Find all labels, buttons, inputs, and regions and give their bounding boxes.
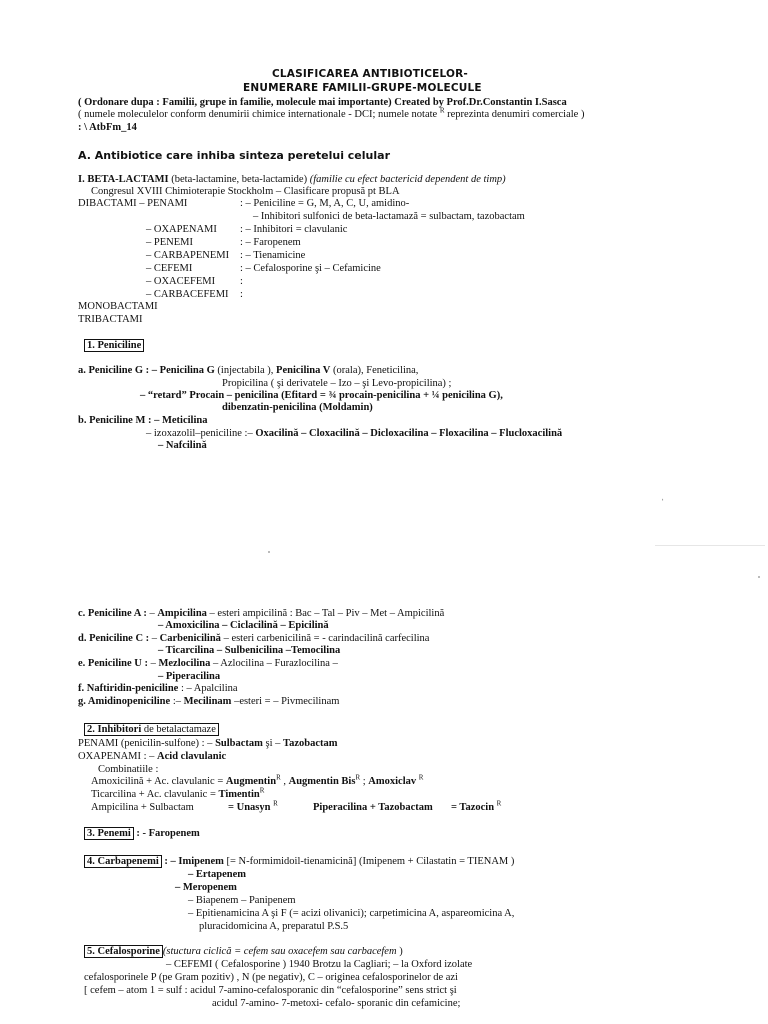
class-row-penemi-left: – PENEMI	[146, 237, 193, 248]
oxapenami-line: OXAPENAMI : – Acid clavulanic	[78, 751, 227, 762]
amidinopeniciline-line: g. Amidinopeniciline :– Mecilinam –esteri = – Pivmecilinam	[78, 696, 340, 707]
class-row-carbapenemi-left: – CARBAPENEMI	[146, 250, 230, 261]
scan-speck	[758, 576, 760, 578]
ertapenem: – Ertapenem	[188, 869, 247, 880]
section-1-peniciline-box: 1. Peniciline	[84, 339, 144, 352]
naftiridin-line: f. Naftiridin-peniciline : – Apalcilina	[78, 683, 238, 694]
peniciline-m-line: b. Peniciline M : – Meticilina	[78, 415, 208, 426]
peniciline-u-line: e. Peniciline U : – Mezlocilina – Azlocilina – Furazlocilina –	[78, 658, 338, 669]
class-row-carbapenemi-right: : – Tienamicine	[240, 250, 306, 261]
peniciline-g-line: a. Peniciline G : – Penicilina G (injectabila ), Penicilina V (orala), Feneticilina,	[78, 365, 419, 376]
section-2-inhibitori-box: 2. Inhibitori de betalactamaze	[84, 723, 219, 736]
section-3-penemi: 3. Penemi : - Faropenem	[84, 827, 200, 840]
class-row-inhibitors-right: – Inhibitori sulfonici de beta-lactamază = sulbactam, tazobactam	[253, 211, 525, 222]
title-line-2: ENUMERARE FAMILII-GRUPE-MOLECULE	[243, 82, 482, 94]
beta-lactami-heading: I. BETA-LACTAMI (beta-lactamine, beta-lactamide) (familie cu efect bactericid dependent de timp)	[78, 174, 506, 185]
class-row-oxacefemi-left: – OXACEFEMI	[146, 276, 216, 287]
propicilina-line: Propicilina ( şi derivatele – Izo – şi Levo-propicilina) ;	[222, 378, 452, 389]
cefalosporine-origin-line: cefalosporinele P (pe Gram pozitiv) , N (pe negativ), C – originea cefalosporinelor de azi	[84, 972, 458, 983]
header-ordering-line: ( Ordonare dupa : Familii, grupe in familie, molecule mai importante) Created by Prof.Dr.Constantin I.Sasca	[78, 97, 567, 108]
piperacilina-tazobactam: Piperacilina + Tazobactam	[313, 802, 433, 813]
retard-line: – “retard” Procain – penicilina (Efitard = ¾ procain-penicilina + ¼ penicilina G),	[140, 390, 503, 401]
ampicilina-combo-left: Ampicilina + Sulbactam	[91, 802, 194, 813]
epitienamicina-line: – Epitienamicina A şi F (= acizi olivanici); carpetimicina A, aspareomicina A,	[188, 908, 515, 919]
class-row-cefemi-left: – CEFEMI	[146, 263, 193, 274]
biapenem-line: – Biapenem – Panipenem	[188, 895, 296, 906]
margin-tick-mark: ˈ	[661, 498, 665, 509]
title-line-1: CLASIFICAREA ANTIBIOTICELOR-	[272, 68, 468, 80]
meropenem: – Meropenem	[175, 882, 237, 893]
congress-line: Congresul XVIII Chimioterapie Stockholm – Clasificare propusă pt BLA	[91, 186, 400, 197]
section-a-heading: A. Antibiotice care inhiba sinteza peretelui celular	[78, 149, 390, 162]
unasyn: = Unasyn $^R$	[228, 799, 278, 813]
scan-speck	[268, 551, 270, 553]
class-row-carbacefemi-right: :	[240, 289, 243, 300]
class-row-penemi-right: : – Faropenem	[240, 237, 301, 248]
pluracidomicina-line: pluracidomicina A, preparatul P.S.5	[199, 921, 349, 932]
cefamicine-acid-line: acidul 7-amino- 7-metoxi- cefalo- sporanic din cefamicine;	[212, 998, 461, 1009]
scan-line	[655, 545, 765, 546]
class-row-cefemi-right: : – Cefalosporine şi – Cefamicine	[240, 263, 381, 274]
ticarcilina-combo: Ticarcilina + Ac. clavulanic = Timentin$^R$	[91, 786, 265, 800]
nafcilina-line: – Nafcilină	[158, 440, 207, 451]
peniciline-a-line: c. Peniciline A : – Ampicilina – esteri ampicilină : Bac – Tal – Piv – Met – Ampicilină	[78, 608, 445, 619]
piperacilina-line: – Piperacilina	[158, 671, 221, 682]
amoxicilina-combo: Amoxicilină + Ac. clavulanic = Augmentin$^R$ , Augmentin Bis$^R$ ; Amoxiclav $^R$	[91, 773, 424, 787]
class-row-penami-left: DIBACTAMI – PENAMI	[78, 198, 188, 209]
class-row-carbacefemi-left: – CARBACEFEMI	[146, 289, 229, 300]
class-row-oxapenami-right: : – Inhibitori = clavulanic	[240, 224, 348, 235]
section-4-carbapenemi: 4. Carbapenemi : – Imipenem [= N-formimidoil-tienamicină] (Imipenem + Cilastatin = TIENAM )	[84, 855, 514, 868]
peniciline-c-line: d. Peniciline C : – Carbenicilină – esteri carbenicilină = - carindacilină carfecilina	[78, 633, 430, 644]
tribactami: TRIBACTAMI	[78, 314, 143, 325]
monobactami: MONOBACTAMI	[78, 301, 158, 312]
class-row-oxapenami-left: – OXAPENAMI	[146, 224, 217, 235]
file-reference: : \ AtbFm_14	[78, 122, 137, 133]
penami-sulfone-line: PENAMI (penicilin-sulfone) : – Sulbactam şi – Tazobactam	[78, 738, 338, 749]
moldamin-line: dibenzatin-penicilina (Moldamin)	[222, 402, 373, 413]
class-row-oxacefemi-right: :	[240, 276, 243, 287]
header-dci-note: ( numele moleculelor conform denumirii chimice internationale - DCI; numele notate $^R$ reprezinta denumiri comerciale )	[78, 106, 585, 120]
izoxazolil-line: – izoxazolil–peniciline :– Oxacilină – Cloxacilină – Dicloxacilina – Floxacilina – Flucloxacilină	[146, 428, 563, 439]
amoxicilina-line: – Amoxicilina – Ciclacilină – Epicilină	[158, 620, 329, 631]
cefemi-line: – CEFEMI ( Cefalosporine ) 1940 Brotzu la Cagliari; – la Oxford izolate	[166, 959, 473, 970]
ticarcilina-line: – Ticarcilina – Sulbenicilina –Temocilina	[158, 645, 341, 656]
cefem-atom-line: [ cefem – atom 1 = sulf : acidul 7-amino-cefalosporanic din “cefalosporine” sens strict şi	[84, 985, 457, 996]
class-row-penami-right: : – Peniciline = G, M, A, C, U, amidino-	[240, 198, 410, 209]
combinatii-label: Combinatiile :	[98, 764, 159, 775]
section-5-cefalosporine: 5. Cefalosporine (stuctura ciclică = cefem sau oxacefem sau carbacefem )	[84, 945, 403, 958]
tazocin: = Tazocin $^R$	[451, 799, 502, 813]
